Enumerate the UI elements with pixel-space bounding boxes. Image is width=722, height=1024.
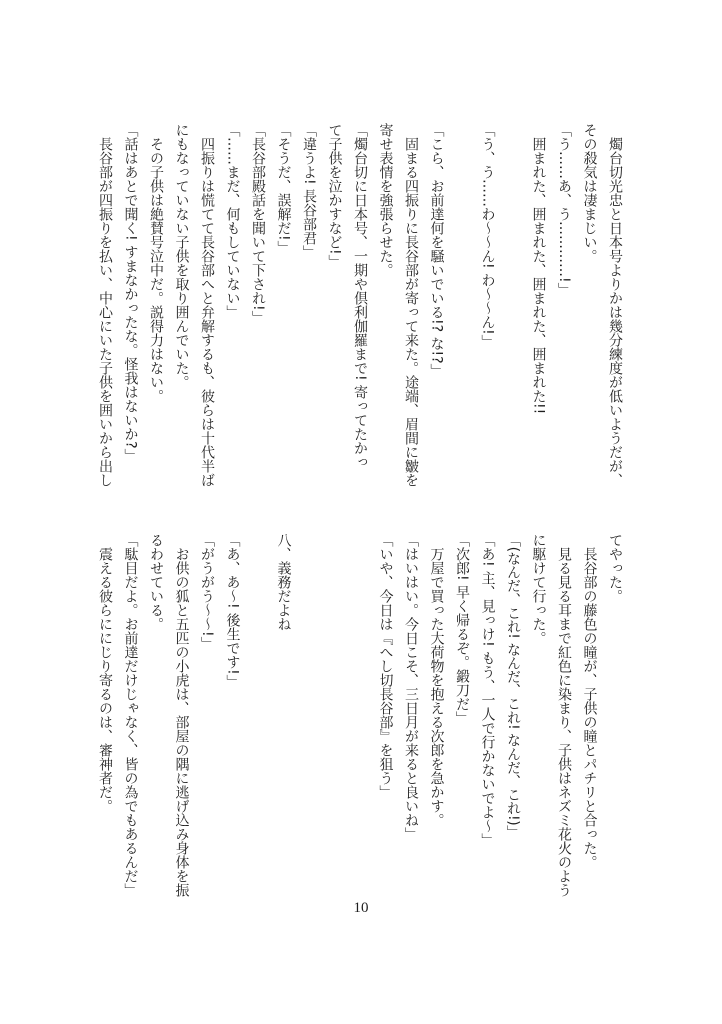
dialogue-line: 「はいはい。今日こそ、三日月が来ると良いね」 bbox=[403, 533, 419, 841]
dialogue-line: 「駄目だよ。お前達だけじゃなく、皆の為でもあるんだ」 bbox=[122, 533, 139, 897]
dialogue-line: 「次郎! 早く帰るぞ。鍛刀だ」 bbox=[454, 533, 470, 726]
text-line: 長谷部が四振りを払い、中心にいた子供を囲いから出し bbox=[97, 137, 113, 487]
dialogue-line: 「いや、今日は『へし切長谷部』を狙う」 bbox=[377, 533, 394, 799]
text-line: その子供は絶賛号泣中だ。説得力はない。 bbox=[148, 137, 164, 403]
text-line: その殺気は凄まじい。 bbox=[581, 123, 598, 263]
section-heading: 八、義務だよね bbox=[275, 533, 292, 631]
text-line: 見る見る耳まで紅色に染まり、子供はネズミ花火のよう bbox=[556, 547, 572, 897]
text-line: 固まる四振りに長谷部が寄って来た。途端、眉間に皺を bbox=[403, 137, 419, 487]
dialogue-line: 「燭台切に日本号、一期や倶利伽羅まで! 寄ってたかっ bbox=[352, 123, 368, 470]
dialogue-line: 「(なんだ、これ! なんだ、これ! なんだ、これ!)」 bbox=[505, 533, 521, 839]
text-line: に駆けて行った。 bbox=[530, 533, 547, 645]
text-line: てやった。 bbox=[607, 533, 623, 603]
dialogue-line: 「あ、あ〜! 後生です!」 bbox=[224, 533, 241, 689]
text-line: 万屋で買った大荷物を抱える次郎を急かす。 bbox=[428, 547, 445, 827]
dialogue-line: 「がうがう〜〜!」 bbox=[199, 533, 215, 651]
dialogue-line: て子供を泣かすなど!」 bbox=[326, 123, 343, 269]
dialogue-line: 「あ! 主、見っけ! もう、一人で行かないでよ〜」 bbox=[479, 533, 496, 848]
dialogue-line: 「こら、お前達何を騒いでいる!? な!?」 bbox=[428, 123, 445, 378]
dialogue-line: 「そうだ、誤解だ!」 bbox=[275, 123, 292, 255]
text-line: お供の狐と五匹の小虎は、部屋の隅に逃げ込み身体を振 bbox=[173, 547, 190, 897]
text-line: るわせている。 bbox=[148, 533, 164, 631]
dialogue-line: 「話はあとで聞く! すまなかったな。怪我はないか?」 bbox=[122, 123, 139, 463]
dialogue-line: 「う、う……わ〜〜ん! わ〜〜ん!」 bbox=[479, 123, 496, 349]
text-line: 囲まれた、囲まれた、囲まれた、囲まれた!! bbox=[530, 137, 547, 415]
dialogue-line: 「……まだ、何もしていない」 bbox=[224, 123, 241, 319]
text-line: 震える彼らににじり寄るのは、審神者だ。 bbox=[97, 547, 113, 813]
dialogue-line: 「う……あ、う…………!」 bbox=[556, 123, 572, 297]
dialogue-line: 「違うよ! 長谷部君」 bbox=[301, 123, 317, 260]
page-number: 10 bbox=[353, 900, 369, 916]
text-line: 燭台切光忠と日本号よりかは幾分練度が低いようだが、 bbox=[607, 137, 623, 487]
text-line: 長谷部の藤色の瞳が、子供の瞳とパチリと合った。 bbox=[581, 547, 598, 869]
text-line: にもなっていない子供を取り囲んでいた。 bbox=[173, 123, 190, 389]
text-line: 寄せ表情を強張らせた。 bbox=[377, 123, 394, 277]
dialogue-line: 「長谷部殿話を聞いて下され!」 bbox=[250, 123, 266, 325]
text-line: 四振りは慌てて長谷部へと弁解するも、彼らは十代半ば bbox=[199, 137, 215, 487]
